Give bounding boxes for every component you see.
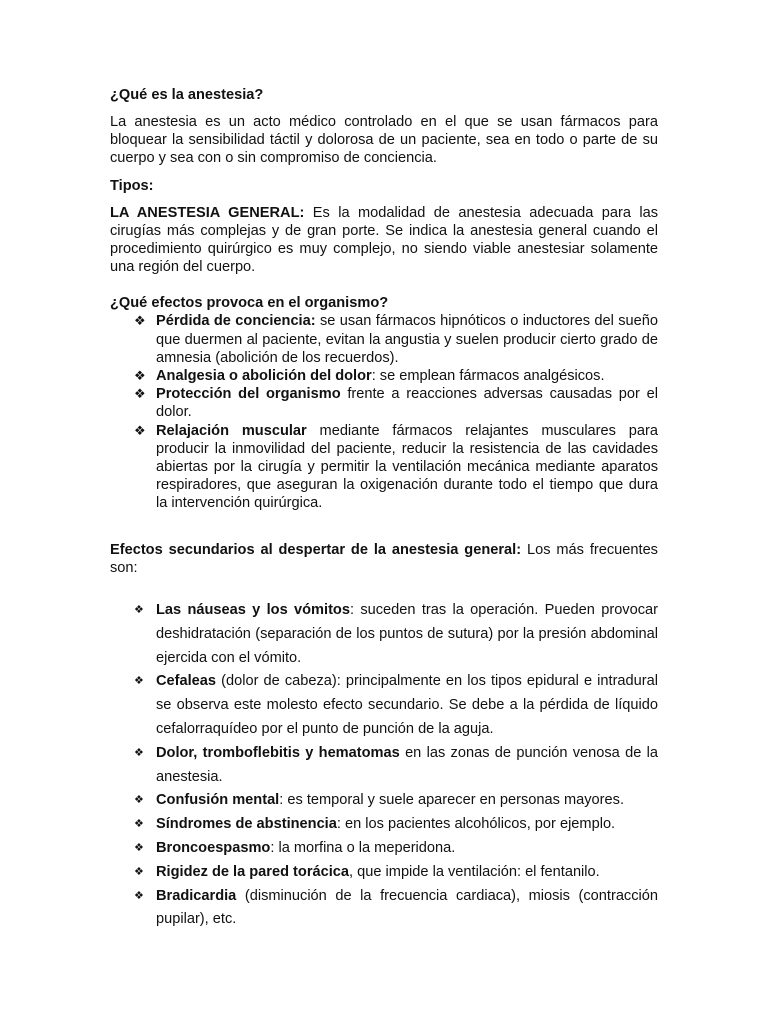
bullet-icon: ❖ — [134, 889, 144, 902]
bullet-icon: ❖ — [134, 422, 146, 438]
item-text: mediante fármacos relajantes musculares para producir la inmovilidad del paciente, reducir la resistencia de las cavidades abiertas por la cirugía y permitir la ventilación mecánica mediante aparatos respiradores, que aseguran la oxigenación durante todo el tiempo que dura la intervención quirúrgica. — [156, 422, 658, 512]
general-anesthesia-label: LA ANESTESIA GENERAL: — [110, 204, 305, 221]
effects-list — [110, 312, 658, 512]
item-text: : en los pacientes alcohólicos, por ejemplo. — [336, 816, 616, 833]
item-text: : la morfina o la meperidona. — [270, 840, 456, 857]
item-text: en las zonas de punción venosa de la anestesia. — [156, 744, 658, 785]
list-item — [134, 385, 659, 421]
item-label: Analgesia o abolición del dolor — [156, 368, 372, 385]
item-label: Cefaleas — [156, 673, 217, 690]
side-effects-intro — [110, 541, 658, 577]
bullet-icon: ❖ — [134, 604, 144, 617]
bullet-icon: ❖ — [134, 675, 144, 688]
item-label: Broncoespasmo — [156, 840, 271, 857]
item-text: frente a reacciones adversas causadas por el dolor. — [156, 386, 659, 421]
list-item — [134, 861, 658, 885]
general-anesthesia-text: Es la modalidad de anestesia adecuada para las cirugías más complejas y de gran porte. Se indica la anestesia general cuando el procedimiento quirúrgico es muy complejo, no siendo viable anestesiar solamente una región del cuerpo. — [110, 204, 658, 276]
bullet-icon: ❖ — [134, 865, 144, 878]
side-effects-list — [110, 599, 658, 932]
item-label: Protección del organismo — [156, 386, 341, 403]
side-effects-heading: Efectos secundarios al despertar de la anestesia general: — [110, 541, 522, 558]
item-label: Las náuseas y los vómitos — [156, 602, 350, 619]
item-text: : suceden tras la operación. Pueden provocar deshidratación (separación de los puntos de sutura) por la presión abdominal ejercida con el vómito. — [156, 602, 658, 666]
effects-heading: ¿Qué efectos provoca en el organismo? — [110, 295, 389, 312]
general-anesthesia-paragraph — [110, 204, 658, 277]
list-item — [134, 742, 658, 790]
item-label: Dolor, tromboflebitis y hematomas — [156, 744, 400, 761]
types-heading: Tipos: — [110, 177, 154, 194]
item-text: (disminución de la frecuencia cardiaca), miosis (contracción pupilar), etc. — [156, 887, 658, 928]
bullet-icon: ❖ — [134, 313, 146, 329]
anesthesia-definition: La anestesia es un acto médico controlado en el que se usan fármacos para bloquear la sensibilidad táctil y dolorosa de un paciente, sea en todo o parte de su cuerpo y sea con o sin compromiso de conciencia. — [110, 114, 658, 167]
list-item — [134, 367, 658, 385]
bullet-icon: ❖ — [134, 842, 144, 855]
side-effects-intro-text: Los más frecuentes son: — [110, 541, 658, 576]
item-label: Bradicardia — [156, 887, 237, 904]
item-label: Confusión mental — [156, 792, 280, 809]
item-text: : es temporal y suele aparecer en personas mayores. — [279, 792, 624, 809]
bullet-icon: ❖ — [134, 794, 144, 807]
item-text: , que impide la ventilación: el fentanilo. — [349, 863, 600, 880]
list-item — [134, 670, 658, 741]
item-label: Pérdida de conciencia: — [156, 313, 316, 330]
bullet-icon: ❖ — [134, 746, 144, 759]
item-label: Síndromes de abstinencia — [156, 816, 337, 833]
bullet-icon: ❖ — [134, 386, 146, 402]
question-heading: ¿Qué es la anestesia? — [110, 87, 264, 103]
item-label: Rigidez de la pared torácica — [156, 863, 350, 880]
item-text: : se emplean fármacos analgésicos. — [371, 368, 605, 385]
list-item — [134, 789, 658, 813]
document-page — [110, 86, 658, 932]
list-item — [134, 312, 658, 367]
list-item — [134, 885, 658, 933]
list-item — [134, 837, 658, 861]
list-item — [134, 599, 658, 670]
item-text: (dolor de cabeza): principalmente en los tipos epidural e intradural se observa este molesto efecto secundario. Se debe a la pérdida de líquido cefalorraquídeo por el punto de punción de la aguja. — [156, 673, 658, 738]
bullet-icon: ❖ — [134, 818, 144, 831]
bullet-icon: ❖ — [134, 368, 146, 384]
list-item — [134, 813, 658, 837]
item-label: Relajación muscular — [156, 422, 307, 439]
item-text: se usan fármacos hipnóticos o inductores del sueño que duermen al paciente, evitan la angustia y suelen producir cierto grado de amnesia (abolición de los recuerdos). — [156, 313, 658, 366]
list-item — [134, 422, 658, 513]
